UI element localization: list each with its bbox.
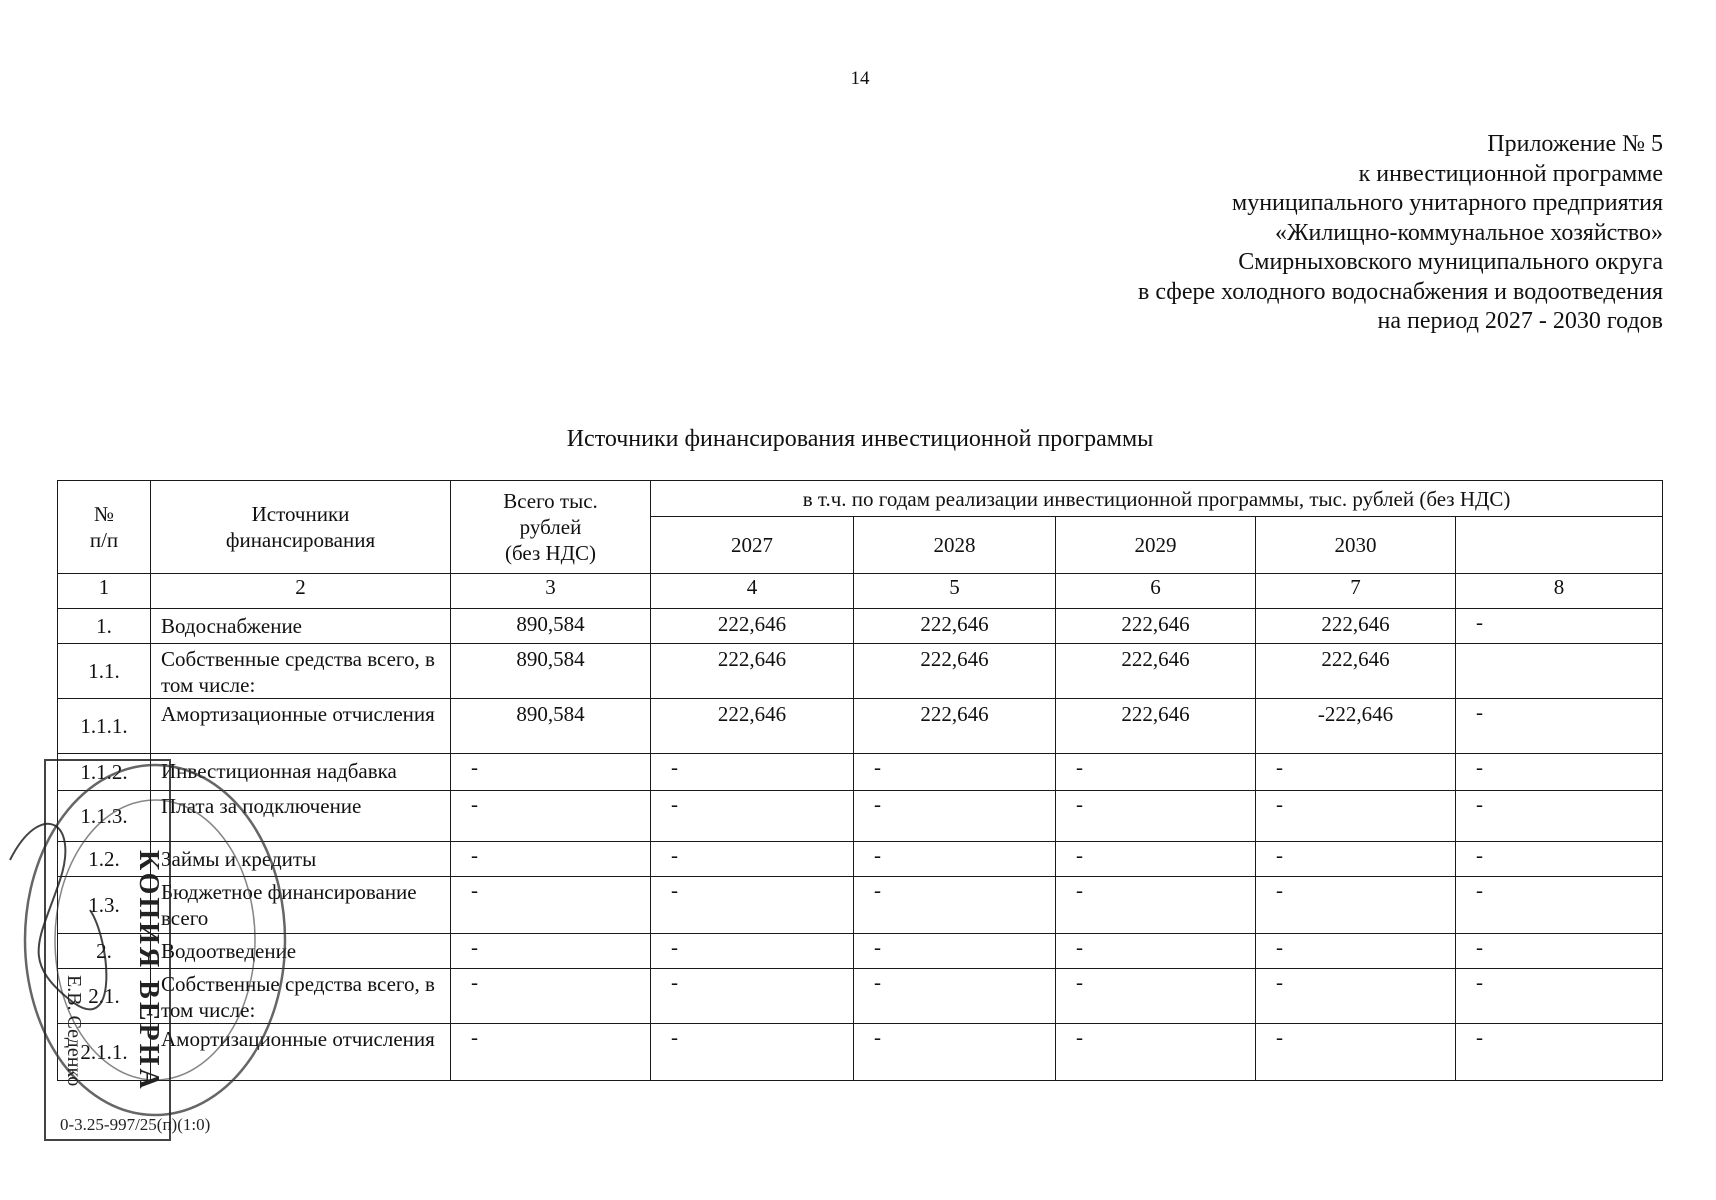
row-value: 890,584 [451,699,651,754]
table-row [58,842,1663,877]
table-row [58,1024,1663,1081]
row-value: - [451,877,651,934]
row-value: - [1056,877,1256,934]
row-value: - [1056,934,1256,969]
row-value: - [1256,877,1456,934]
row-value [1456,644,1663,699]
column-number: 1 [58,574,151,609]
column-number: 2 [151,574,451,609]
row-value: - [451,842,651,877]
row-source: Собственные средства всего, в том числе: [151,644,451,699]
appendix-line: Смирныховского муниципального округа [1238,249,1663,275]
row-value: - [1456,877,1663,934]
row-number: 1.1.2. [58,754,151,791]
row-source: Водоснабжение [151,609,451,644]
row-value: - [651,791,854,842]
table-row [58,934,1663,969]
header-row [58,481,1663,517]
row-number: 2.1.1. [58,1024,151,1081]
row-source: Амортизационные отчисления [151,699,451,754]
stamp-copy-text: КОПИЯ ВЕРНА [133,850,164,1092]
row-value: - [451,754,651,791]
row-source: Бюджетное финансирование всего [151,877,451,934]
row-number: 2.1. [58,969,151,1024]
row-source: Инвестиционная надбавка [151,754,451,791]
row-value: - [1256,791,1456,842]
row-value: - [1456,969,1663,1024]
row-source: Плата за подключение [151,791,451,842]
header-source-line2: финансирования [225,528,376,552]
financing-table [57,480,1663,1081]
appendix-header [843,130,1663,337]
header-total-line2: рублей [519,515,582,539]
row-value: 222,646 [651,699,854,754]
row-value: 222,646 [854,699,1056,754]
row-value: - [651,754,854,791]
row-value: -222,646 [1256,699,1456,754]
row-value: - [1056,791,1256,842]
row-source: Собственные средства всего, в том числе: [151,969,451,1024]
row-value: - [451,969,651,1024]
header-year: 2028 [854,517,1056,574]
row-value: 222,646 [1056,644,1256,699]
header-source-line1: Источники [251,502,350,526]
header-year: 2027 [651,517,854,574]
column-number: 3 [451,574,651,609]
appendix-line: к инвестиционной программе [1358,160,1663,187]
header-total [451,481,651,574]
row-value: - [1456,1024,1663,1081]
header-num [58,481,151,574]
row-value: - [651,842,854,877]
row-value: - [451,791,651,842]
header-year: 2030 [1256,517,1456,574]
row-value: - [1056,754,1256,791]
row-value: - [451,934,651,969]
row-value: - [1056,969,1256,1024]
header-total-line1: Всего тыс. [503,489,598,513]
stamp-doc-code: 0-3.25-997/25(п)(1:0) [60,1115,211,1134]
header-year: 2029 [1056,517,1256,574]
row-value: - [854,1024,1056,1081]
row-number: 1.1. [58,644,151,699]
appendix-line: Приложение № 5 [1487,131,1663,157]
row-value: - [1256,934,1456,969]
row-value: - [1056,842,1256,877]
row-value: - [1456,754,1663,791]
row-value: - [1456,842,1663,877]
row-number: 2. [58,934,151,969]
row-source: Амортизационные отчисления [151,1024,451,1081]
row-value: 222,646 [854,644,1056,699]
header-total-line3: (без НДС) [504,541,596,565]
row-value: - [651,877,854,934]
row-value: - [651,969,854,1024]
header-year [1456,517,1663,574]
row-value: - [1256,969,1456,1024]
table-row [58,969,1663,1024]
appendix-line: «Жилищно-коммунальное хозяйство» [1274,219,1663,246]
header-by-years: в т.ч. по годам реализации инвестиционной программы, тыс. рублей (без НДС) [651,481,1663,517]
appendix-line: на период 2027 - 2030 годов [1377,308,1663,334]
row-value: 222,646 [1056,699,1256,754]
row-number: 1.2. [58,842,151,877]
row-value: - [651,1024,854,1081]
row-value: - [854,842,1056,877]
row-value: - [451,1024,651,1081]
header-num-line1: № [93,502,115,526]
row-source: Водоотведение [151,934,451,969]
page-number: 14 [850,68,870,89]
column-number: 4 [651,574,854,609]
row-value: - [1456,934,1663,969]
table-row [58,791,1663,842]
row-value: - [854,969,1056,1024]
column-number: 5 [854,574,1056,609]
stamp-signer: Е.В. Седенко [63,975,85,1087]
table-row [58,609,1663,644]
row-value: - [854,754,1056,791]
column-number: 8 [1456,574,1663,609]
column-number: 6 [1056,574,1256,609]
row-value: - [854,934,1056,969]
document-title: Источники финансирования инвестиционной программы [566,426,1154,452]
row-source: Займы и кредиты [151,842,451,877]
row-value: - [1456,791,1663,842]
appendix-line: в сфере холодного водоснабжения и водоотведения [1138,278,1663,305]
row-value: - [1256,754,1456,791]
row-number: 1. [58,609,151,644]
row-value: - [854,791,1056,842]
row-value: - [1256,842,1456,877]
row-number: 1.3. [58,877,151,934]
row-value: 222,646 [651,609,854,644]
row-value: - [1456,609,1663,644]
row-value: 890,584 [451,609,651,644]
table-row [58,754,1663,791]
row-value: - [854,877,1056,934]
appendix-line: муниципального унитарного предприятия [1232,190,1663,216]
column-number: 7 [1256,574,1456,609]
row-value: 222,646 [1256,644,1456,699]
row-value: 222,646 [1056,609,1256,644]
table-row [58,877,1663,934]
row-value: 890,584 [451,644,651,699]
table-row [58,699,1663,754]
row-value: - [651,934,854,969]
row-value: 222,646 [854,609,1056,644]
row-value: 222,646 [1256,609,1456,644]
row-value: - [1256,1024,1456,1081]
header-source [151,481,451,574]
table-row [58,644,1663,699]
header-num-line2: п/п [89,528,119,552]
row-value: - [1056,1024,1256,1081]
column-number-row [58,574,1663,609]
row-number: 1.1.3. [58,791,151,842]
row-value: 222,646 [651,644,854,699]
row-number: 1.1.1. [58,699,151,754]
row-value: - [1456,699,1663,754]
